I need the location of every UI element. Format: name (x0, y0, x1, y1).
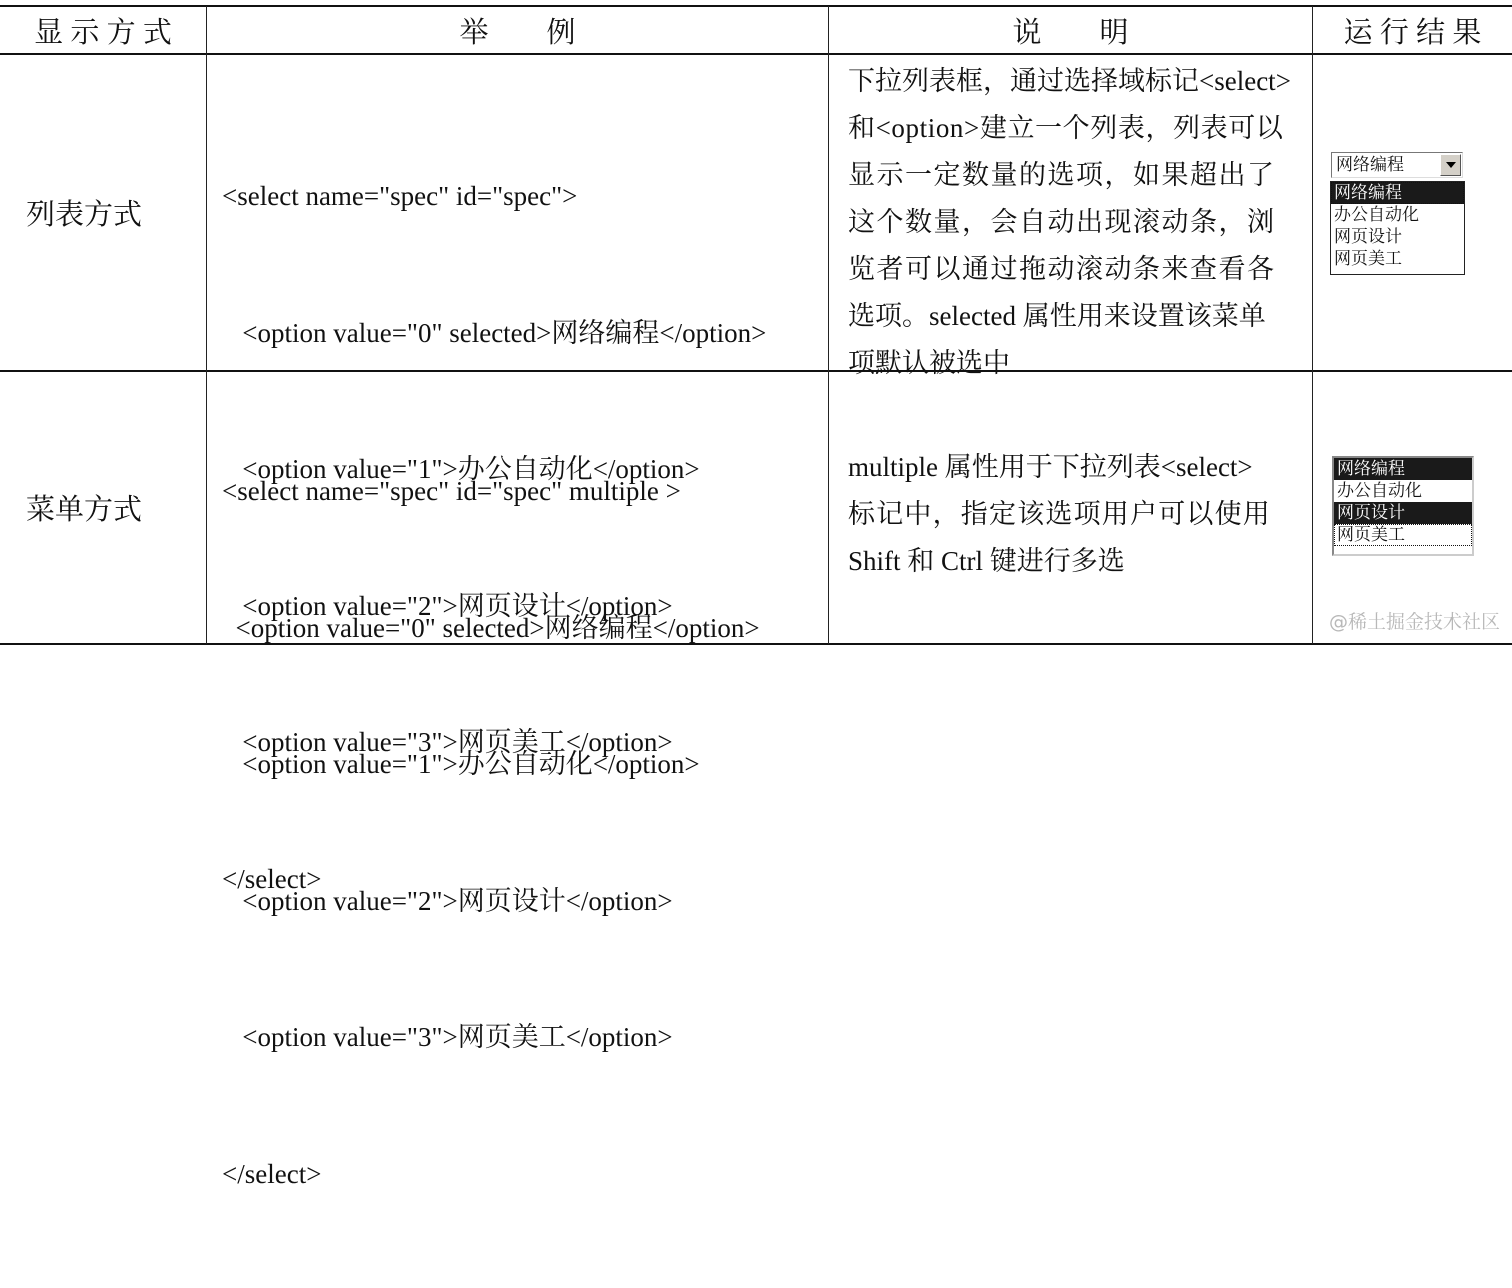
code-line: <select name="spec" id="spec"> (222, 181, 578, 211)
column-divider (828, 6, 829, 644)
row-label-menu-mode: 菜单方式 (26, 494, 143, 526)
spec-select-dropdown[interactable] (1331, 152, 1463, 178)
code-line: <select name="spec" id="spec" multiple > (222, 476, 681, 506)
dropdown-option[interactable]: 网页设计 (1334, 227, 1402, 247)
column-divider (1312, 6, 1313, 644)
description-line: 和<option>建立一个列表，列表可以 (848, 113, 1284, 143)
code-line: <option value="0" selected>网络编程</option> (222, 612, 760, 643)
description-line: 选项。selected 属性用来设置该菜单 (848, 301, 1266, 331)
listbox-option[interactable]: 办公自动化 (1337, 481, 1422, 501)
code-line: <option value="0" selected>网络编程</option> (222, 317, 767, 348)
description-line: 这个数量，会自动出现滚动条，浏 (848, 207, 1276, 237)
code-line: <option value="1">办公自动化</option> (222, 454, 700, 484)
spec-multiple-select-listbox[interactable] (1332, 456, 1474, 556)
column-divider (206, 6, 207, 644)
description-line: 标记中，指定该选项用户可以使用 (848, 499, 1271, 529)
description-line: 项默认被选中 (848, 348, 1010, 378)
description-list-mode (848, 58, 1294, 387)
code-line: <option value="2">网页设计</option> (222, 885, 673, 916)
header-display-mode: 显 示 方 式 (34, 16, 172, 49)
description-line: 览者可以通过拖动滚动条来查看各 (848, 254, 1276, 284)
dropdown-option[interactable]: 网络编程 (1331, 182, 1464, 204)
description-line: multiple 属性用于下拉列表<select> (848, 452, 1253, 482)
listbox-option[interactable]: 网页美工 (1334, 524, 1472, 546)
code-line: </select> (222, 863, 322, 894)
description-line: 下拉列表框，通过选择域标记<select> (848, 66, 1291, 96)
watermark: @稀土掘金技术社区 (1328, 611, 1500, 633)
description-line: Shift 和 Ctrl 键进行多选 (848, 546, 1125, 576)
code-line: <option value="3">网页美工</option> (222, 1022, 673, 1052)
dropdown-option[interactable]: 网页美工 (1334, 249, 1402, 269)
code-line: <option value="1">办公自动化</option> (222, 749, 700, 779)
code-line: </select> (222, 1158, 322, 1189)
code-line: <option value="2">网页设计</option> (222, 590, 673, 621)
header-result: 运 行 结 果 (1343, 16, 1482, 49)
listbox-option[interactable]: 网页设计 (1334, 502, 1472, 524)
dropdown-option[interactable]: 办公自动化 (1334, 205, 1419, 225)
row-label-list-mode: 列表方式 (26, 199, 143, 231)
chevron-down-icon (1446, 162, 1456, 168)
header-example: 举 例 (459, 16, 576, 49)
code-line: <option value="3">网页美工</option> (222, 727, 673, 757)
dropdown-option-list (1330, 181, 1465, 275)
description-line: 显示一定数量的选项，如果超出了 (848, 160, 1276, 190)
dropdown-arrow-button[interactable] (1440, 154, 1461, 176)
selected-value: 网络编程 (1336, 155, 1404, 175)
code-example-menu-mode (222, 378, 760, 1288)
description-menu-mode (848, 444, 1294, 585)
header-description: 说 明 (1012, 16, 1129, 49)
listbox-option[interactable]: 网络编程 (1334, 458, 1472, 480)
